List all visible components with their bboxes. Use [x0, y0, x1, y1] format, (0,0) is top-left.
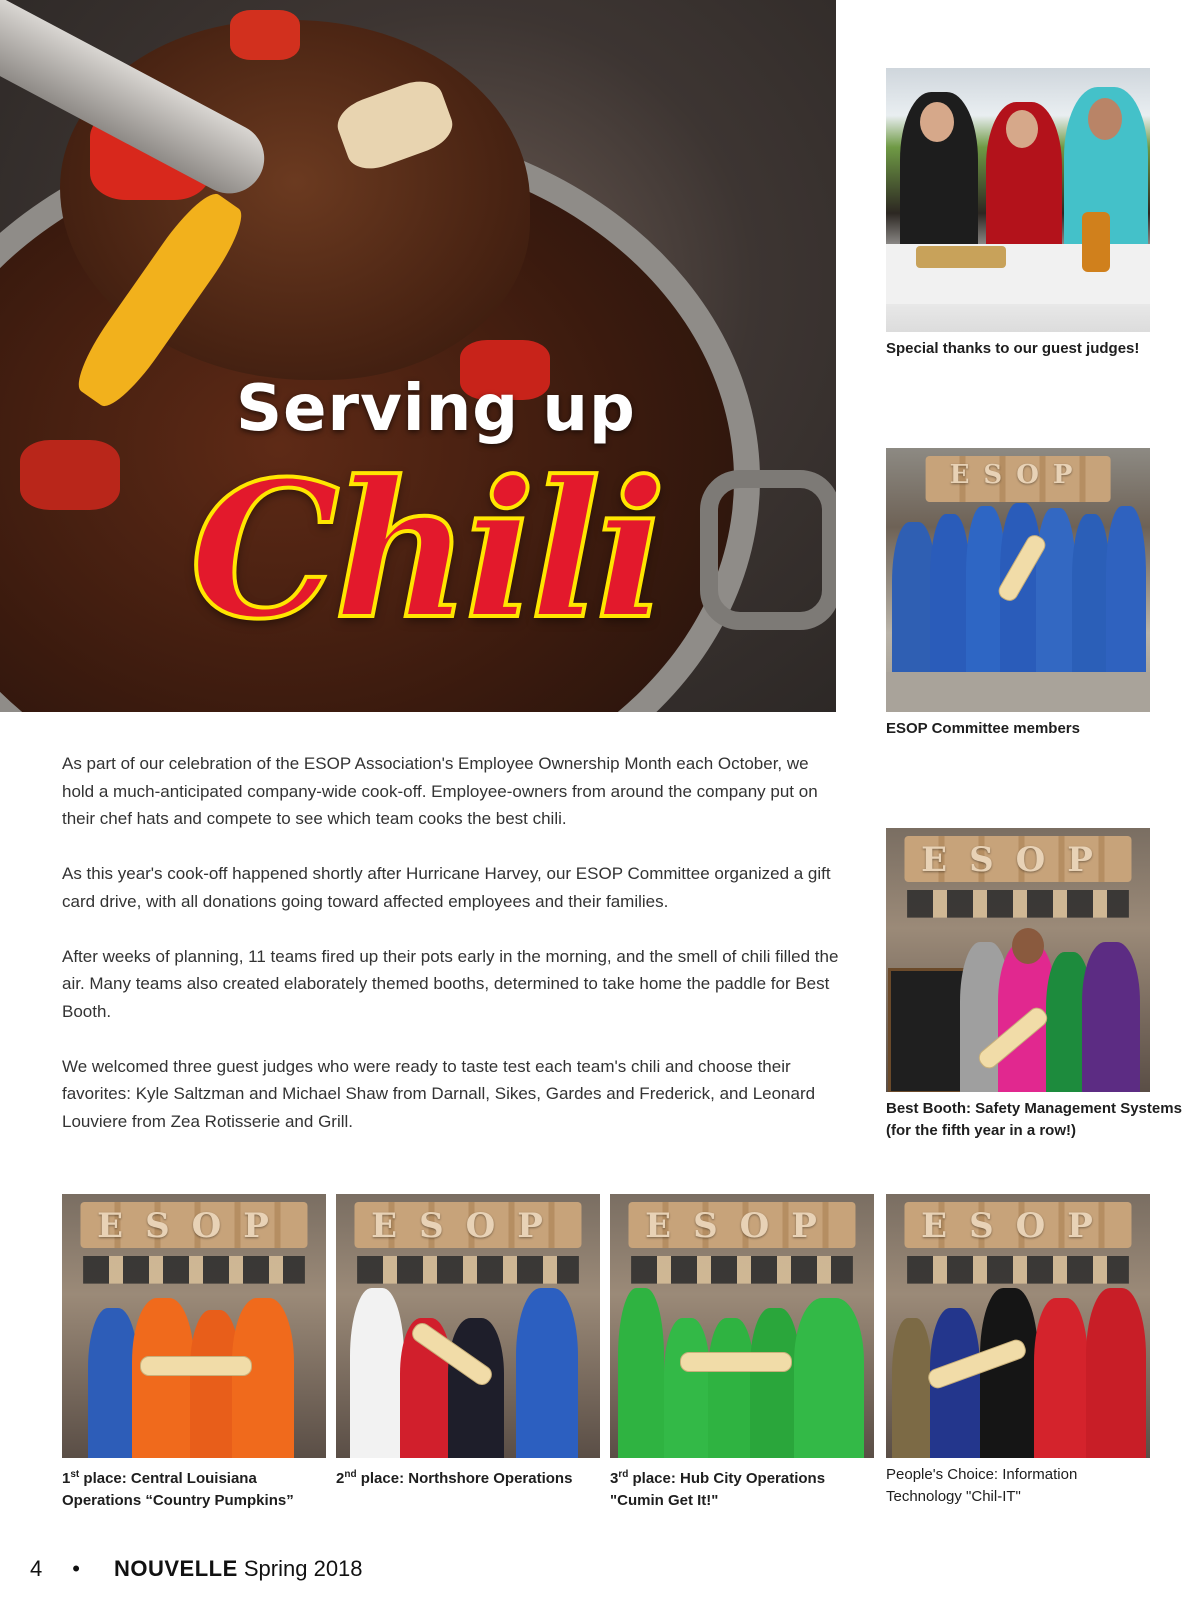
judges-photo	[886, 68, 1150, 332]
article-paragraph-1: As part of our celebration of the ESOP Association's Employee Ownership Month each October, we hold a much-anticipated company-wide cook-off. Employee-owners from around the company put on their chef hats and compete to see which team cooks the best chili.	[62, 754, 818, 828]
headline-chili: Chili	[190, 440, 661, 661]
committee-photo: ESOP	[886, 448, 1150, 712]
hero-chili-photo	[0, 0, 836, 712]
judges-caption: Special thanks to our guest judges!	[886, 340, 1140, 357]
article-body	[62, 750, 844, 1163]
headline-serving-up: Serving up	[236, 372, 636, 446]
page-number: 4	[30, 1556, 43, 1581]
second-place-photo: ESOP	[336, 1194, 600, 1458]
best-booth-photo: ESOP	[886, 828, 1150, 1092]
first-place-caption: 1st place: Central Louisiana Operations “Country Pumpkins”	[62, 1469, 294, 1509]
peoples-choice-caption: People's Choice: Information Technology "Chil-IT"	[886, 1466, 1078, 1505]
pot-handle	[700, 470, 836, 630]
article-paragraph-2: As this year's cook-off happened shortly after Hurricane Harvey, our ESOP Committee organized a gift card drive, with all donations going toward affected employees and their families.	[62, 864, 831, 911]
third-place-photo: ESOP	[610, 1194, 874, 1458]
second-place-caption: 2nd place: Northshore Operations	[336, 1469, 573, 1487]
first-place-photo: ESOP	[62, 1194, 326, 1458]
red-pepper-4	[230, 10, 300, 60]
best-booth-caption: Best Booth: Safety Management Systems (for the fifth year in a row!)	[886, 1100, 1182, 1139]
committee-caption: ESOP Committee members	[886, 720, 1080, 737]
magazine-name: NOUVELLE	[113, 1556, 238, 1581]
article-paragraph-4: We welcomed three guest judges who were ready to taste test each team's chili and choose their favorites: Kyle Saltzman and Michael Shaw from Darnall, Sikes, Gardes and Frederick, and Leonard Louviere from Zea Rotisserie and Grill.	[62, 1056, 816, 1131]
chalkboard-sign	[888, 968, 968, 1092]
third-place-caption: 3rd place: Hub City Operations "Cumin Get It!"	[610, 1469, 826, 1509]
page-footer	[30, 1556, 363, 1582]
peoples-choice-photo: ESOP	[886, 1194, 1150, 1458]
footer-separator: •	[72, 1556, 80, 1581]
red-pepper-3	[20, 440, 120, 510]
article-paragraph-3: After weeks of planning, 11 teams fired up their pots early in the morning, and the smell of chili filled the air. Many teams also created elaborately themed booths, determined to take home the paddle for Best Booth.	[62, 946, 839, 1021]
issue-label: Spring 2018	[243, 1556, 363, 1581]
